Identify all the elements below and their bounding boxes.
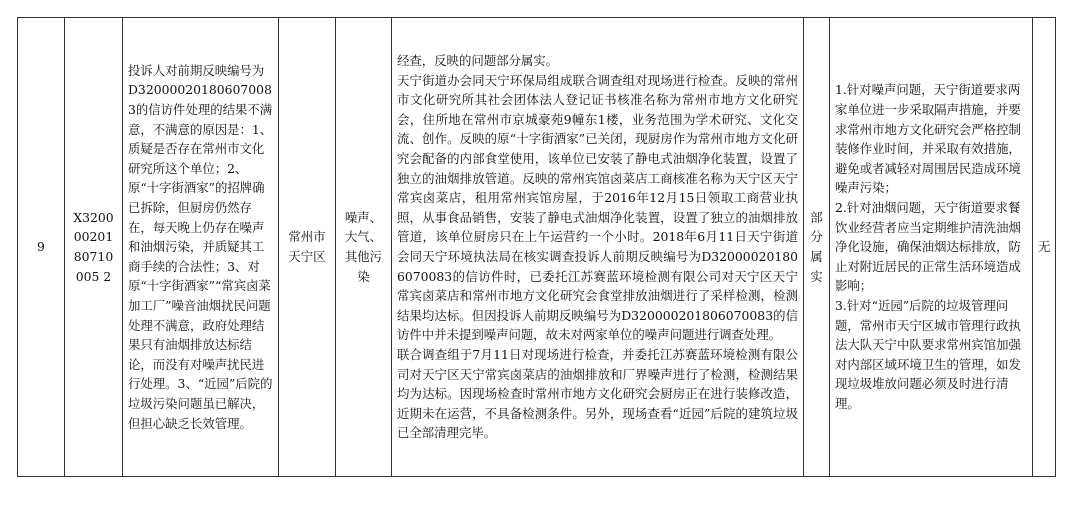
findings-paragraph: 经查，反映的问题部分属实。	[397, 53, 559, 69]
investigation-findings-cell	[392, 18, 804, 477]
accountability-cell: 无	[1033, 18, 1056, 477]
pollution-type-cell: 噪声、大气、其他污染	[336, 18, 392, 477]
measure-item: 3.针对“近园”后院的垃圾管理问题，常州市天宁区城市管理行政执法大队天宁中队要求常州宾馆加强对内部区域环境卫生的管理，如发现垃圾堆放问题必须及时进行清理。	[835, 297, 1021, 411]
verification-status-cell: 部分属实	[804, 18, 830, 477]
measure-item: 2.针对油烟问题，天宁街道要求餐饮业经营者应当定期维护清洗油烟净化设施，确保油烟达标排放，防止对附近居民的正常生活环境造成影响；	[835, 200, 1021, 294]
measure-item: 1.针对噪声问题，天宁街道要求两家单位进一步采取隔声措施，并要求常州市地方文化研究会严格控制装修作业时间，并采取有效措施，避免或者减轻对周围居民造成环境噪声污染；	[835, 82, 1021, 196]
row-number-cell: 9	[18, 18, 65, 477]
complaint-table	[17, 17, 1056, 477]
complaint-reason-cell: 投诉人对前期反映编号为D320000201806070083的信访件处理的结果不满意，不满意的原因是：1、质疑是否存在常州市文化研究所这个单位；2、原“十字街酒家”的招牌确已拆除，但厨房仍然存在，每天晚上仍存在噪声和油烟污染，并质疑其工商手续的合法性；3、对原“十字街酒家”“常宾卤菜加工厂”噪音油烟扰民问题处理不满意，政府处理结果只有油烟排放达标结论，而没有对噪声扰民进行处理。3、“近园”后院的垃圾污染问题虽已解决，但担心缺乏长效管理。	[123, 18, 279, 477]
case-id-cell: X32000020180710005 2	[65, 18, 123, 477]
findings-paragraph: 联合调查组于7月11日对现场进行检查，并委托江苏赛蓝环境检测有限公司对天宁区天宁常宾卤菜店的油烟排放和厂界噪声进行了检测，检测结果均为达标。因现场检查时常州市地方文化研究会厨房正在进行装修改造，近期未在运营，不具备检测条件。另外，现场查看“近园”后院的建筑垃圾已全部清理完毕。	[397, 346, 798, 441]
district-cell: 常州市天宁区	[279, 18, 336, 477]
measures-cell	[830, 18, 1033, 477]
table-row	[18, 18, 1056, 477]
findings-paragraph: 天宁街道办会同天宁环保局组成联合调查组对现场进行检查。反映的常州市文化研究所其社会团体法人登记证书核准名称为常州市地方文化研究会，住所地在常州市京城豪苑9幢东1楼，业务范围为学术研究、文化交流、创作。反映的原“十字街酒家”已关闭，现厨房作为常州市地方文化研究会配备的内部食堂使用，该单位已安装了静电式油烟净化装置，设置了独立的油烟排放管道。反映的常州宾馆卤菜店工商核准名称为天宁区天宁常宾卤菜店，租用常州宾馆房屋，于2016年12月15日领取工商营业执照，从事食品销售，安装了静电式油烟净化装置，设置了独立的油烟排放管道，该单位厨房只在上午运营约一个小时。2018年6月11日天宁街道会同天宁环境执法局在核实调查投诉人前期反映编号为D320000201806070083的信访件时，已委托江苏赛蓝环境检测有限公司对天宁区天宁常宾卤菜店和常州市地方文化研究会食堂排放油烟进行了采样检测，检测结果均达标。但因投诉人前期反映编号为D320000201806070083的信访件中并未提到噪声问题，故未对两家单位的噪声问题进行调查处理。	[397, 72, 798, 343]
